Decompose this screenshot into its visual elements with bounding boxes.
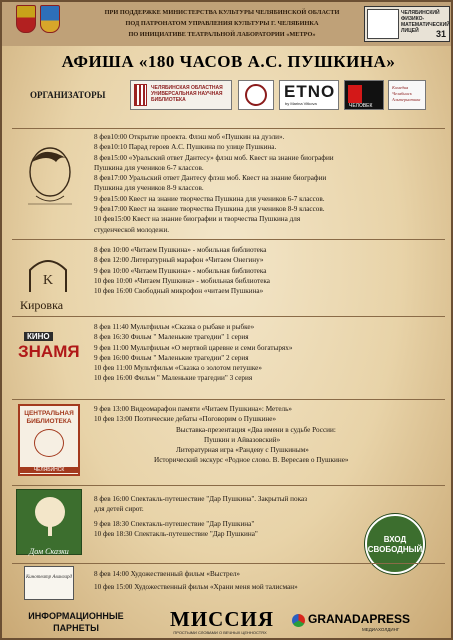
missia-text: МИССИЯ xyxy=(170,607,274,631)
event-line: 8 фев10:00 Открытие проекта. Флэш моб «Пушкин на дуэли». xyxy=(94,133,285,141)
central-library-label: ЦЕНТРАЛЬНАЯ БИБЛИОТЕКА xyxy=(24,410,74,425)
event-line: 8 фев 16:30 Фильм " Маленькие трагедии" 1 серия xyxy=(94,333,249,342)
event-line: 8 фев 12:00 Литературный марафон «Читаем Онегину» xyxy=(94,256,264,265)
columns-icon xyxy=(134,84,147,106)
event-line: 10 фев 15:00 Художественный фильм «Храни меня мой талисман» xyxy=(94,583,298,592)
kirovka-arch-icon xyxy=(16,254,80,294)
header-line: ПОД ПАТРОНАТОМ УПРАВЛЕНИЯ КУЛЬТУРЫ Г. ЧЕЛЯБИНКА xyxy=(125,20,319,27)
red-block-icon xyxy=(348,85,362,103)
event-line: 9 фев 18:30 Спектакль-путешествие "Дар Пушкина" xyxy=(94,519,255,528)
event-line: 10 фев 16:00 Фильм " Маленькие трагедии" 3 серия xyxy=(94,374,253,383)
event-line: 8 фев15:00 «Уральский ответ Дантесу» флэш моб. Квест на знание биографии xyxy=(94,153,334,162)
library-name: ЧЕЛЯБИНСКАЯ ОБЛАСТНАЯ УНИВЕРСАЛЬНАЯ НАУЧНАЯ БИБЛИОТЕКА xyxy=(151,85,223,103)
divider xyxy=(12,399,445,400)
coat-of-arms-icon xyxy=(16,5,36,33)
event-line: 9 фев15:00 Квест на знание творчества Пушкина для учеников 6-7 классов. xyxy=(94,194,325,203)
organizers-label: ОРГАНИЗАТОРЫ xyxy=(30,90,106,100)
etno-text: ETNO xyxy=(284,82,336,101)
city-arms-icon xyxy=(40,5,60,33)
event-line: 9 фев 13:00 Видеомарафон памяти «Читаем Пушкина»: Метель» xyxy=(94,405,293,413)
event-line: 8 фев 11:40 Мультфильм «Сказка о рыбаке и рыбке» xyxy=(94,323,255,331)
event-line: 9 фев 16:00 Фильм " Маленькие трагедии" 2 серия xyxy=(94,353,249,362)
dom-skazki-label: Дом Сказки xyxy=(29,547,69,556)
event-line: Пушкин и Айвазовский» xyxy=(204,435,281,444)
lyceum-number: 31 xyxy=(435,29,446,39)
etno-logo xyxy=(279,80,339,110)
granada-dot-icon xyxy=(292,614,305,627)
granada-sub: МЕДИАХОЛДИНГ xyxy=(362,627,400,632)
header-text xyxy=(72,7,372,40)
lyceum-square-icon xyxy=(367,9,399,39)
events-pushkin-library xyxy=(94,132,439,235)
komedia-text: Комедия Челябинск Альтернатива xyxy=(392,85,421,102)
pushkin-portrait-icon xyxy=(16,142,84,210)
missia-logo xyxy=(170,607,274,636)
granada-text: GRANADAPRESS xyxy=(308,612,411,626)
event-line: 10 фев 13:00 Поэтические дебаты «Поговорим о Пушкине» xyxy=(94,415,277,424)
dom-skazki-emblem xyxy=(16,489,82,555)
event-line: 10 фев 11:00 Мультфильм «Сказка о золотом петушке» xyxy=(94,364,262,373)
event-line: Исторический экскурс «Родное слово. В. Вересаев о Пушкине» xyxy=(154,456,349,465)
svg-text:K: K xyxy=(42,273,54,288)
free-entry-badge: ВХОД СВОБОДНЫЙ xyxy=(365,514,425,574)
event-line: 8 фев 10:00 «Читаем Пушкина» - мобильная библиотека xyxy=(94,246,267,254)
chelovek-text: ЧЕЛОВЕК xyxy=(349,103,373,109)
event-line: Пушкина для учеников 8-9 классов. xyxy=(94,184,204,193)
ring-icon xyxy=(245,84,267,106)
event-line: 8 фев10:10 Парад героев А.С. Пушкина по улице Пушкина. xyxy=(94,143,277,152)
event-line: Выставка-презентация «Два имени в судьбе России: xyxy=(176,425,336,434)
divider xyxy=(12,485,445,486)
header-line: ПО ИНИЦИАТИВЕ ТЕАТРАЛЬНОЙ ЛАБОРАТОРИИ «МЕТРО» xyxy=(128,31,316,38)
events-kino-znamya xyxy=(94,322,439,384)
central-library-emblem xyxy=(18,404,80,476)
header-bar xyxy=(2,2,453,46)
etno-sub: by Marina Vitkova xyxy=(285,101,317,106)
event-line: 9 фев 11:00 Мультфильм «О мертвой царевне и семи богатырях» xyxy=(94,343,293,352)
lyceum-name: ЧЕЛЯБИНСКИЙ ФИЗИКО-МАТЕМАТИЧЕСКИЙ ЛИЦЕЙ xyxy=(401,10,450,34)
event-line: 9 фев 10:00 «Читаем Пушкина» - мобильная библиотека xyxy=(94,266,267,275)
divider xyxy=(12,128,445,129)
central-library-city: ЧЕЛЯБИНСК xyxy=(20,467,78,473)
events-central-library xyxy=(94,404,439,466)
avangard-logo: Кинотеатр Авангард xyxy=(24,566,74,600)
event-line: для детей сирот. xyxy=(94,505,144,514)
event-line: 10 фев 10:00 «Читаем Пушкина» - мобильная библиотека xyxy=(94,276,270,285)
event-line: 8 фев17:00 Уральский ответ Дантесу флэш моб. Квест на знание биографии xyxy=(94,174,327,183)
events-kirovka xyxy=(94,245,439,296)
event-line: 8 фев 16:00 Спектакль-путешествие "Дар Пушкина". Закрытый показ xyxy=(94,495,308,503)
event-line: 10 фев15:00 Квест на знание биографии и творчества Пушкина для xyxy=(94,215,301,224)
event-line: 10 фев 18:30 Спектакль-путешествие "Дар Пушкина" xyxy=(94,529,258,538)
kirovka-label: Кировка xyxy=(20,298,64,312)
divider xyxy=(12,239,445,240)
partners-label: ИНФОРМАЦИОННЫЕ ПАРНЕТЫ xyxy=(28,611,124,633)
event-line: Пушкина для учеников 6-7 классов. xyxy=(94,163,204,172)
page-title: АФИША «180 ЧАСОВ А.С. ПУШКИНА» xyxy=(61,52,396,71)
event-line: 9 фев17:00 Квест на знание творчества Пушкина для учеников 8-9 классов. xyxy=(94,205,325,214)
divider xyxy=(12,563,445,564)
tree-icon xyxy=(17,490,83,542)
library-logo xyxy=(130,80,232,110)
kino-label: КИНО xyxy=(24,332,53,341)
lyceum-logo xyxy=(364,6,450,42)
granada-logo xyxy=(292,612,442,632)
komedia-logo xyxy=(388,80,426,110)
ring-logo xyxy=(238,80,274,110)
divider xyxy=(12,316,445,317)
event-line: Литературная игра «Рандеву с Пушкиным» xyxy=(176,446,309,455)
znamya-label: ЗНАМЯ xyxy=(18,342,80,361)
missia-sub: ПРОСТЫМИ СЛОВАМИ О ВЕЧНЫХ ЦЕННОСТЯХ xyxy=(173,630,267,635)
events-avangard xyxy=(94,569,439,593)
header-line: ПРИ ПОДДЕРЖКЕ МИНИСТЕРСТВА КУЛЬТУРЫ ЧЕЛЯБИНСКОЙ ОБЛАСТИ xyxy=(104,9,340,16)
portrait-icon xyxy=(34,429,64,457)
event-line: 10 фев 16:00 Свободный микрофон «читаем Пушкина» xyxy=(94,287,264,296)
chelovek-logo xyxy=(344,80,384,110)
footer xyxy=(2,602,453,640)
event-line: 8 фев 14:00 Художественный фильм «Выстрел» xyxy=(94,570,240,578)
event-line: студенческой молодежи. xyxy=(94,225,170,234)
